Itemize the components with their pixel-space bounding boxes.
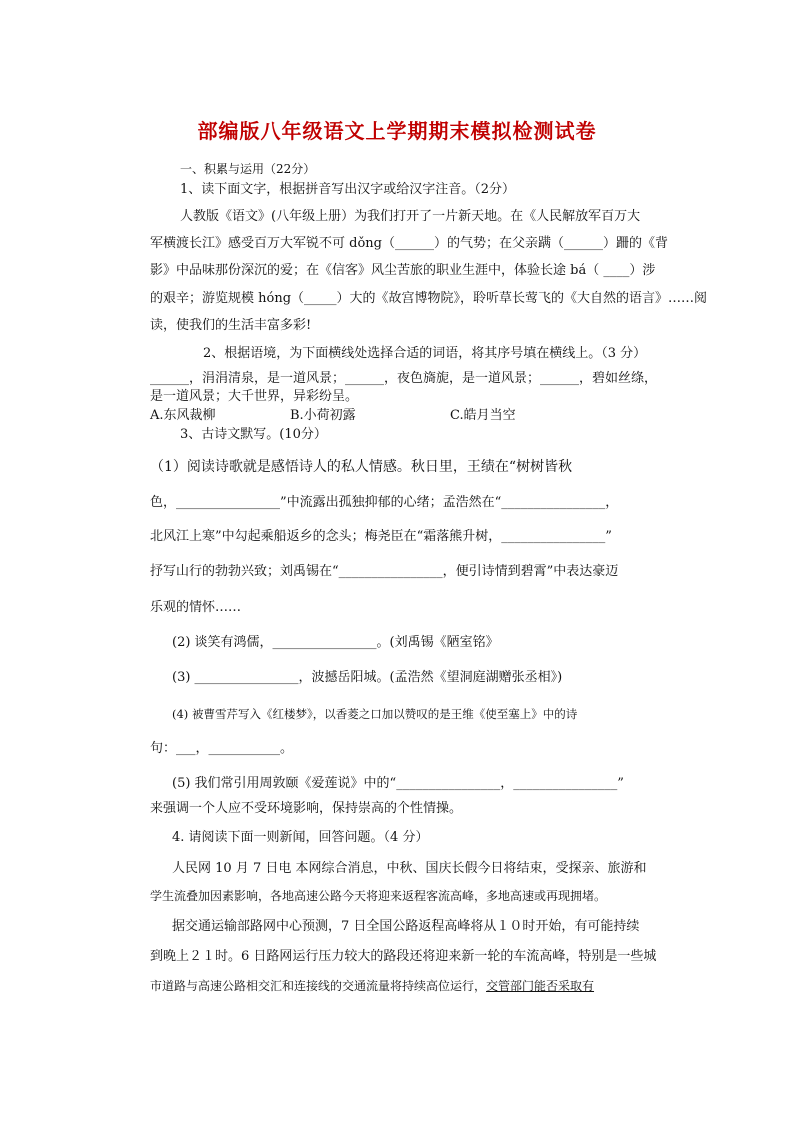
q1-text-line: 的艰辛；游览规模 hóng（_____）大的《故宫博物院》，聆听草长莺飞的《大自然的语言》……阅 <box>150 291 708 306</box>
q2-stem: 2、根据语境，为下面横线处选择合适的词语，将其序号填在横线上。（3 分） <box>203 346 647 361</box>
q1-stem: 1、读下面文字，根据拼音写出汉字或给汉字注音。（2分） <box>180 182 516 197</box>
q3-item3: (3) ________________，波撼岳阳城。(孟浩然《望洞庭湖赠张丞相》) <box>172 670 563 685</box>
q3-item5-line: 来强调一个人应不受环境影响，保持崇高的个性情操。 <box>150 801 463 816</box>
q4-news-line: 据交通运输部路网中心预测，7 日全国公路返程高峰将从１０时开始，有可能持续 <box>172 919 640 934</box>
q3-item4-line: 句：___，___________。 <box>150 741 294 756</box>
q3-item1-line: 北风江上寒”中勾起乘船返乡的念头；梅尧臣在“霜落熊升树，________________” <box>150 529 612 544</box>
q4-news-line: 到晚上２１时。6 日路网运行压力较大的路段还将迎来新一轮的车流高峰，特别是一些城 <box>150 949 657 964</box>
section-heading: 一、积累与运用（22分） <box>180 162 316 176</box>
q2-option-b: B.小荷初露 <box>290 408 356 423</box>
document-title: 部编版八年级语文上学期期末模拟检测试卷 <box>197 119 597 143</box>
q3-item2: (2) 谈笑有鸿儒，________________。(刘禹锡《陋室铭》 <box>172 635 499 650</box>
q3-stem: 3、古诗文默写。(10分） <box>180 427 327 442</box>
q3-item4-line: (4) 被曹雪芹写入《红楼梦》，以香菱之口加以赞叹的是王维《使至塞上》中的诗 <box>172 707 578 721</box>
q2-text-line: ______，涓涓清泉，是一道风景；______，夜色旖旎，是一道风景；______，碧如丝绦， <box>150 371 658 386</box>
q4-news-text: 市道路与高速公路相交汇和连接线的交通流量将持续高位运行， <box>150 979 487 993</box>
q1-text-line: 军横渡长江》感受百万大军锐不可 dǒng（______）的气势；在父亲蹒（______）跚的《背 <box>150 236 668 251</box>
q1-text-line: 影》中品味那份深沉的爱；在《信客》风尘苦旅的职业生涯中，体验长途 bá（ ____）涉 <box>150 263 656 278</box>
q3-item1-line: 色，________________”中流露出孤独抑郁的心绪；孟浩然在“________________， <box>150 495 619 510</box>
q3-item1-line: 乐观的情怀…… <box>150 600 242 615</box>
q4-news-line: 人民网 10 月 7 日电 本网综合消息，中秋、国庆长假今日将结束，受探亲、旅游和 <box>172 861 647 876</box>
q1-text-line: 人教版《语文》(八年级上册）为我们打开了一片新天地。在《人民解放军百万大 <box>180 209 641 224</box>
q3-item5-line: (5) 我们常引用周敦颐《爱莲说》中的“________________，________________” <box>172 776 624 791</box>
q2-option-a: A.东风裁柳 <box>150 408 216 423</box>
q4-underlined-text: 交管部门能否采取有 <box>486 979 595 993</box>
q4-news-line: 学生流叠加因素影响，各地高速公路今天将迎来返程客流高峰，多地高速或再现拥堵。 <box>150 889 607 903</box>
q4-stem: 4. 请阅读下面一则新闻，回答问题。（4 分） <box>172 830 429 845</box>
q3-item1-line: 抒写山行的勃勃兴致；刘禹锡在“________________，便引诗情到碧霄”中表达豪迈 <box>150 564 619 579</box>
q2-option-c: C.皓月当空 <box>450 408 516 423</box>
q3-item1-line: （1）阅读诗歌就是感悟诗人的私人情感。秋日里，王绩在“树树皆秋 <box>150 459 573 475</box>
q1-text-line: 读，使我们的生活丰富多彩! <box>150 318 312 333</box>
q4-news-line <box>150 977 594 995</box>
q2-text-line: 是一道风景；大千世界，异彩纷呈。 <box>150 389 359 404</box>
